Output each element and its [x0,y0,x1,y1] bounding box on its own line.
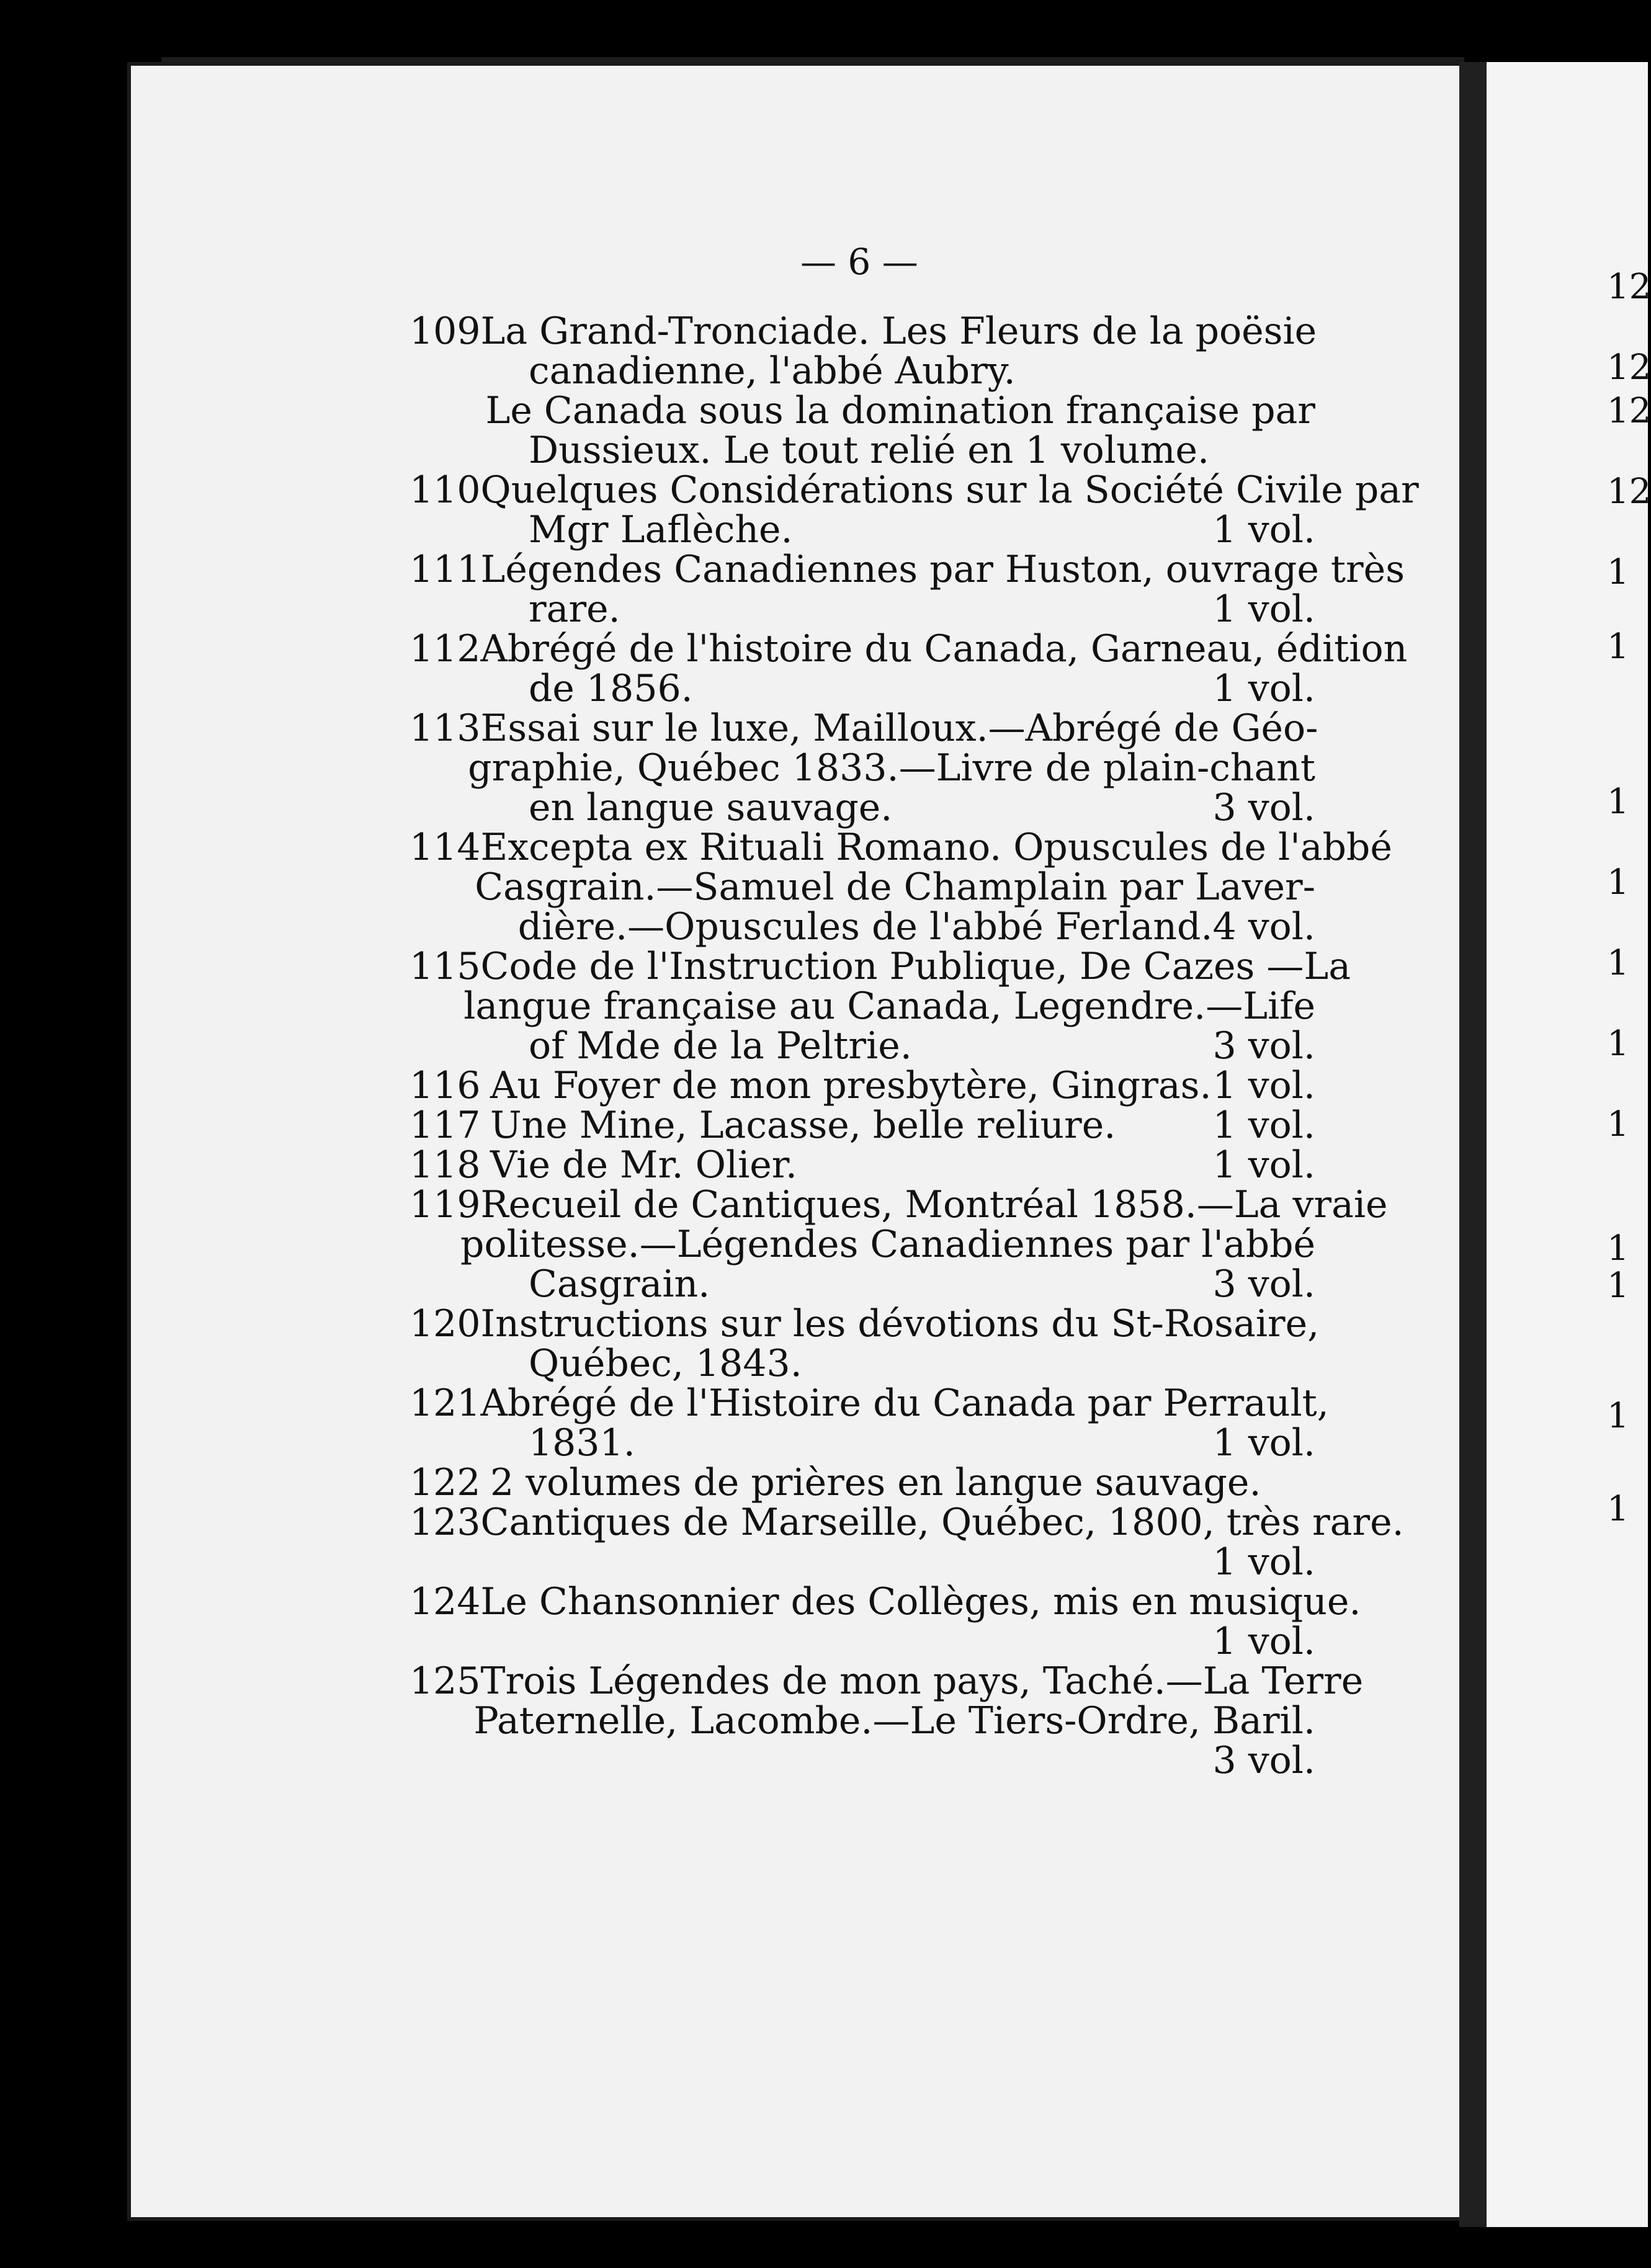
entry-volume-count: 1 vol. [1212,667,1315,710]
entry-line [409,1423,1315,1463]
entry-text: Casgrain.—Samuel de Champlain par Laver- [475,865,1315,909]
entry-text: Dussieux. Le tout relié en 1 volume. [529,429,1210,472]
entry-line [409,1580,1361,1623]
catalog-entry [409,1183,1388,1306]
entry-line [409,431,1315,470]
entry-number: 118 [409,1143,481,1187]
entry-line [409,311,1315,351]
catalog-entry [409,1382,1329,1465]
entry-line [409,510,1315,550]
entry-text: canadienne, l'abbé Aubry. [529,349,1016,393]
adjacent-page-fragment: 1 [1607,862,1629,903]
catalog-entry [409,1066,1315,1105]
entry-volume-count: 1 vol. [1212,587,1315,631]
entry-line [409,788,1315,828]
entry-text: Le Chansonnier des Collèges, mis en musique. [480,1580,1361,1623]
entry-line [409,669,1315,708]
entry-text: Paternelle, Lacombe.—Le Tiers-Ordre, Baril. [473,1699,1315,1743]
entry-text: Instructions sur les dévotions du St-Rosaire, [480,1302,1320,1346]
entry-text: Cantiques de Marseille, Québec, 1800, très rare. [480,1501,1404,1544]
catalog-entry [409,468,1419,551]
entry-text: Mgr Laflèche. [529,508,793,551]
entry-volume-count: 1 vol. [1212,1143,1315,1187]
entry-number: 111 [409,548,481,591]
adjacent-page-fragment: 1 [1607,1489,1629,1529]
entry-volume-count: 1 vol. [1212,1064,1315,1107]
entry-number: 123 [409,1501,481,1544]
catalog-entry [409,311,1315,470]
entry-line [409,867,1315,907]
entry-line [409,1302,1320,1346]
entry-number: 117 [409,1104,481,1147]
entry-text: 1831. [529,1421,635,1465]
entry-text: Casgrain. [529,1262,710,1306]
entry-line [409,1542,1315,1582]
entry-number: 122 [409,1461,481,1504]
adjacent-page-fragment: 12 [1607,267,1651,307]
catalog-entry [409,1501,1404,1584]
entry-number: 119 [409,1183,481,1226]
adjacent-page-fragment: 1 [1607,627,1629,667]
entry-line [409,1501,1404,1544]
entry-text: Le Canada sous la domination française par [485,389,1315,432]
entry-text: de 1856. [529,667,693,710]
entry-volume-count: 3 vol. [1212,1024,1315,1068]
entry-number: 121 [409,1382,481,1425]
entry-volume-count: 1 vol. [1212,1104,1315,1147]
entry-text: 2 volumes de prières en langue sauvage. [490,1461,1261,1504]
catalog-entry [409,1463,1315,1502]
entry-text: Essai sur le luxe, Mailloux.—Abrégé de Géo- [480,707,1318,750]
entry-line [409,1344,1315,1383]
entry-volume-count: 1 vol. [1212,508,1315,551]
entry-volume-count: 3 vol. [1212,1262,1315,1306]
catalog-entry [409,707,1318,829]
entry-line [409,391,1315,431]
catalog-entry [409,1105,1315,1145]
adjacent-page-fragment: 1 [1607,1266,1629,1306]
entry-line [409,1225,1315,1264]
adjacent-page-fragment: 12 [1607,347,1651,388]
adjacent-page-fragment: 12 [1607,471,1651,512]
entry-volume-count: 1 vol. [1212,1540,1315,1584]
entry-line [409,1105,1315,1145]
entry-line [409,1622,1315,1661]
adjacent-page-fragment: 12 [1607,391,1651,431]
page-number: — 6 — [800,241,918,283]
entry-number: 113 [409,707,481,750]
entry-text: Légendes Canadiennes par Huston, ouvrage très [480,548,1405,591]
entry-text: Une Mine, Lacasse, belle reliure. [490,1104,1116,1147]
adjacent-page-fragment: 1 [1607,1228,1629,1269]
catalog-entry [409,826,1392,949]
catalog-entry [409,1580,1361,1663]
entry-volume-count: 3 vol. [1212,1739,1315,1782]
entry-line [409,468,1419,512]
entry-line [409,1183,1388,1226]
entry-text: Abrégé de l'Histoire du Canada par Perrault, [480,1382,1329,1425]
adjacent-page-fragment: 1 [1607,1104,1629,1145]
entry-line [409,748,1315,788]
entry-text: rare. [529,587,620,631]
entry-volume-count: 1 vol. [1212,1620,1315,1663]
catalog-entry [409,548,1405,631]
entry-line [409,1463,1315,1502]
entry-text: Abrégé de l'histoire du Canada, Garneau, édition [480,627,1408,671]
entry-line [409,589,1315,629]
entry-text: of Mde de la Peltrie. [529,1024,912,1068]
adjacent-page-fragment: 1 [1607,943,1629,983]
entry-number: 109 [409,310,481,353]
entry-line [409,907,1315,947]
entry-line [409,1741,1315,1780]
entry-volume-count: 3 vol. [1212,786,1315,829]
entry-text: Trois Légendes de mon pays, Taché.—La Terre [480,1659,1364,1703]
adjacent-page-fragment: 1 [1607,552,1629,592]
entry-text: Quelques Considérations sur la Société Civile par [480,468,1419,512]
entry-text: Code de l'Instruction Publique, De Cazes —La [480,945,1351,988]
entry-line [409,1264,1315,1304]
entry-text: graphie, Québec 1833.—Livre de plain-chant [468,746,1315,790]
adjacent-page-fragment: 1 [1607,1024,1629,1064]
entry-number: 115 [409,945,481,988]
entry-line [409,1659,1364,1703]
entry-text: en langue sauvage. [529,786,893,829]
entry-line [409,1066,1315,1105]
entry-number: 114 [409,826,481,869]
entry-text: Au Foyer de mon presbytère, Gingras. [490,1064,1212,1107]
entry-text: Excepta ex Rituali Romano. Opuscules de l'abbé [480,826,1392,869]
entry-line [409,351,1315,391]
entry-line [409,1026,1315,1066]
book-spine [1459,62,1487,2227]
catalog-list [409,310,1419,1782]
entry-text: La Grand-Tronciade. Les Fleurs de la poësie [480,310,1317,353]
catalog-entry [409,1145,1315,1185]
entry-line [409,548,1405,591]
catalog-entry [409,945,1351,1068]
entry-line [409,1701,1315,1741]
entry-number: 124 [409,1580,481,1623]
catalog-entry [409,1659,1364,1782]
entry-text: Vie de Mr. Olier. [490,1143,797,1187]
entry-line [409,945,1351,988]
entry-line [409,826,1392,869]
entry-text: langue française au Canada, Legendre.—Life [463,984,1315,1028]
entry-line [409,1145,1315,1185]
entry-number: 110 [409,468,481,512]
entry-text: politesse.—Légendes Canadiennes par l'abbé [460,1223,1315,1266]
entry-line [409,1382,1329,1425]
catalog-entry [409,627,1408,710]
entry-text: Québec, 1843. [529,1342,802,1385]
entry-number: 125 [409,1659,481,1703]
entry-volume-count: 1 vol. [1212,1421,1315,1465]
entry-line [409,986,1315,1026]
adjacent-page-fragment: 1 [1607,1396,1629,1436]
entry-line [409,627,1408,671]
adjacent-page-fragment: 1 [1607,782,1629,822]
entry-text: Recueil de Cantiques, Montréal 1858.—La vraie [480,1183,1388,1226]
entry-number: 120 [409,1302,481,1346]
entry-line [409,707,1318,750]
entry-number: 116 [409,1064,481,1107]
catalog-entry [409,1302,1320,1385]
entry-text: dière.—Opuscules de l'abbé Ferland. [517,905,1213,949]
entry-number: 112 [409,627,481,671]
entry-volume-count: 4 vol. [1212,905,1315,949]
